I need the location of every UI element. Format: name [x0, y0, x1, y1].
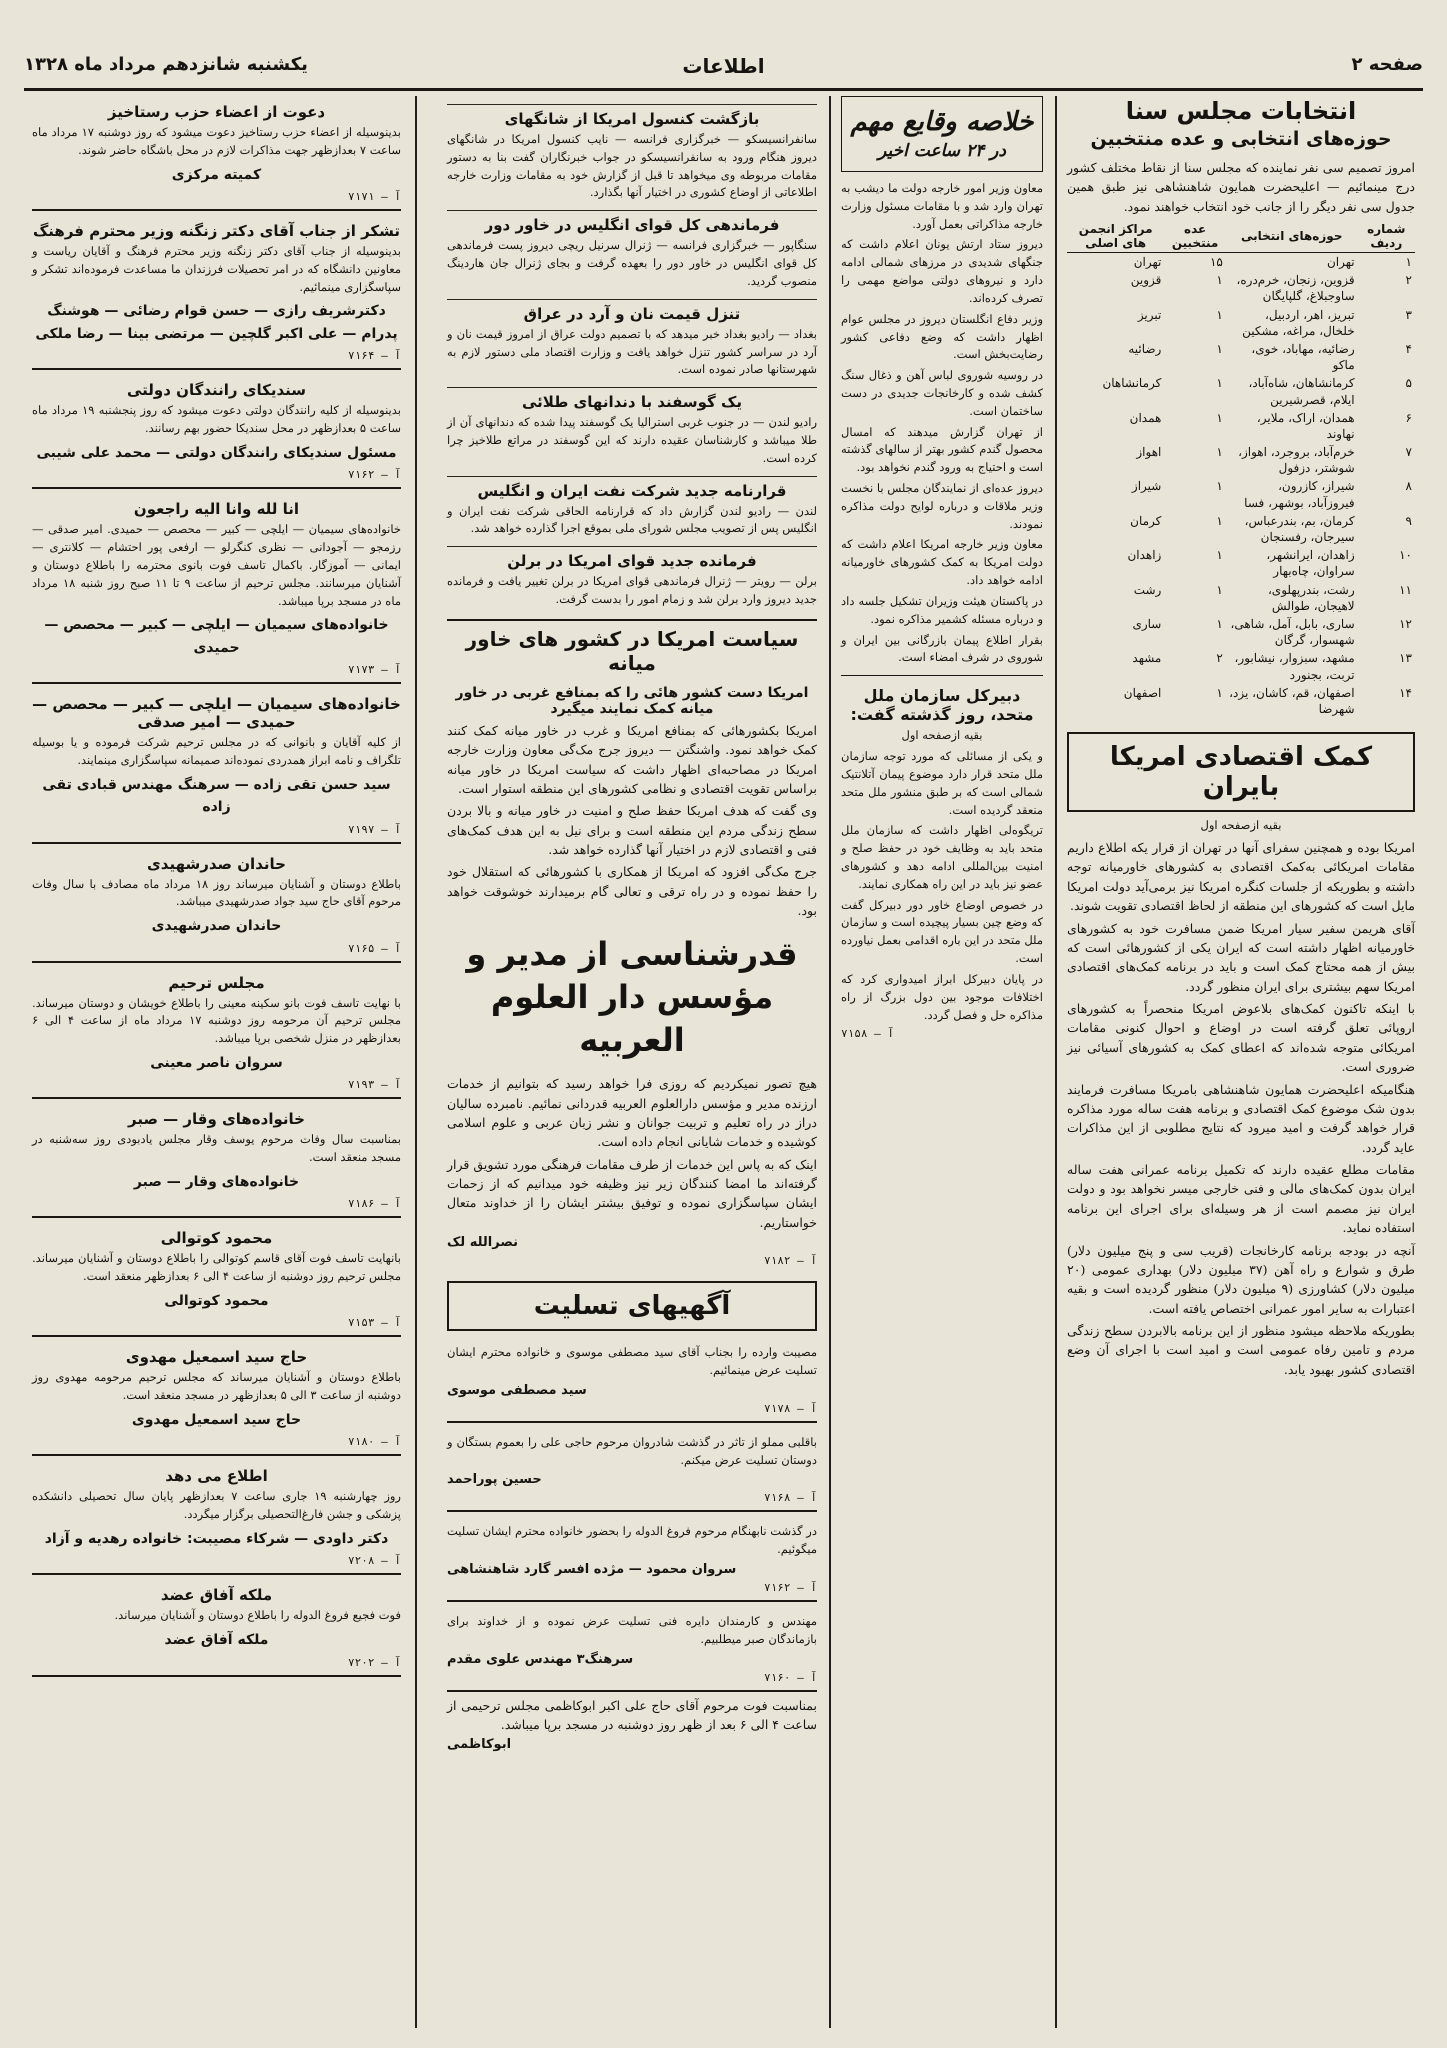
header-constituency: حوزه‌های انتخابی: [1226, 220, 1358, 253]
condolence-code: آ — ۷۱۶۰: [764, 1670, 817, 1684]
notice-code: آ — ۷۲۰۸: [348, 1554, 401, 1568]
header-center: مراکز انجمن های اصلی: [1067, 220, 1164, 253]
table-cell: ۱: [1216, 410, 1223, 425]
news-item: [447, 387, 817, 467]
condolence-notice: [447, 1337, 817, 1423]
summary-body: [841, 180, 1043, 667]
un-paragraph: تریگوه‌لی اظهار داشت که سازمان ملل متحد باید به وظایف خود در حفظ صلح و امنیت بین‌المللی ادامه دهد و کشورهای عضو نیز باید در این راه همکاری نمایند.: [841, 823, 1043, 891]
table-row: [1067, 340, 1415, 374]
table-header-row: [1067, 220, 1415, 253]
notice-title: محمود کوتوالی: [160, 1229, 273, 1248]
table-cell: ۱۳: [1399, 651, 1412, 666]
notice-item: [32, 1579, 401, 1676]
news-headline: قرارنامه جدید شرکت نفت ایران و انگلیس: [447, 476, 817, 500]
notice-body: بدینوسیله از جناب آقای دکتر زنگنه وزیر محترم فرهنگ و آقایان ریاست و معاونین دانشگاه که در امر تحصیلات فرزندان ما مساعدت فرموده‌اند تشکر و سپاسگزاری مینمائیم.: [32, 244, 401, 294]
policy-paragraph: امریکا بکشورهائی که بمنافع امریکا و غرب در خاور میانه کمک کنند کمک خواهد نمود. واشنگتن — دیروز جرج مک‌گی معاون وزارت خارجه امریکا در مصاحبه‌ای اظهار داشت که سیاست امریکا در خاور میانه براساس تقویت اقتصادی و نظامی کشورهای این منطقه استوار است.: [447, 722, 817, 796]
last-notice: بمناسبت فوت مرحوم آقای حاج علی اکبر ابوکاظمی مجلس ترحیمی از ساعت ۴ الی ۶ بعد از ظهر روز دوشنبه در مسجد برپا میباشد.: [447, 1697, 817, 1732]
notice-code: آ — ۷۱۶۵: [348, 941, 401, 955]
aid-paragraph: آقای هریمن سفیر سیار امریکا ضمن مسافرت خود به کشورهای خاورمیانه اظهار داشته است که ایران یکی از کشورهائی است که بیش از همه محتاج کمک است و باید در برنامه کمک‌های اقتصادی امریکا سهم بیشتری برای ایران منظور گردد.: [1067, 920, 1415, 994]
table-cell: تهران: [1326, 255, 1355, 269]
notice-signature: کمیته مرکزی: [171, 166, 262, 183]
table-row: [1067, 477, 1415, 511]
table-cell: ۱: [1216, 273, 1223, 288]
news-body: بغداد — رادیو بغداد خبر میدهد که با تصمیم دولت عراق از امروز قیمت نان و آرد در سراسر کشور تنزل خواهد یافت و وزارت اقتصاد ملی دستور لازم به شهرستانها صادر نموده است.: [447, 326, 817, 377]
news-item: [447, 546, 817, 609]
notice-title: دعوت از اعضاء حزب رستاخیز: [107, 103, 326, 121]
condolence-signature: سید مصطفی موسوی: [447, 1382, 587, 1398]
notice-code: آ — ۷۱۶۴: [348, 349, 401, 363]
table-cell: ساری: [1132, 616, 1162, 631]
aid-paragraph: با اینکه تاکنون کمک‌های بلاعوض امریکا منحصراً به کشورهای اروپائی تعلق گرفته است در اوضاع و احوال کنونی مقامات امریکائی متوجه شده‌اند که اعطای کمک به کشورهای آسیائی نیز ضروری است.: [1067, 1001, 1415, 1075]
table-row: [1067, 271, 1415, 305]
un-title: دبیرکل سازمان ملل متحد، روز گذشته گفت:: [850, 686, 1034, 725]
news-headline: فرمانده جدید قوای امریکا در برلن: [447, 546, 817, 570]
constituency-table: [1067, 220, 1415, 718]
senate-title: انتخابات مجلس سنا: [1125, 97, 1357, 125]
table-cell: ۱: [1216, 582, 1223, 597]
notice-body: باطلاع دوستان و آشنایان میرساند که مجلس ترحیم مرحومه مهدوی روز دوشنبه از ساعت ۳ الی ۵ بعدازظهر در مسجد منعقد است.: [32, 1370, 401, 1403]
notice-code: آ — ۷۱۸۰: [348, 1435, 401, 1449]
table-cell: ۱۵: [1209, 255, 1223, 269]
notice-title: سندیکای رانندگان دولتی: [126, 381, 307, 400]
table-cell: ۱: [1216, 445, 1223, 460]
notice-list: [32, 96, 401, 1677]
notice-code: آ — ۷۱۹۳: [348, 1078, 401, 1092]
table-cell: ۱: [1216, 341, 1223, 356]
table-row: [1067, 546, 1415, 580]
summary-banner: [841, 96, 1043, 172]
senate-intro: امروز تصمیم سی نفر نماینده که مجلس سنا از نقاط مختلف کشور درج مینمائیم — اعلیحضرت همایون شاهنشاهی نیز طبق همین جدول سی نفر دیگر را از جانب خود انتخاب خواهند نمود.: [1067, 159, 1415, 214]
page-number: صفحه ۲: [1351, 54, 1423, 75]
column-divider: [1055, 96, 1057, 2028]
table-cell: ۱: [1216, 685, 1223, 700]
news-headline: تنزل قیمت نان و آرد در عراق: [447, 299, 817, 323]
notice-body: بمناسبت سال وفات مرحوم یوسف وقار مجلس یادبودی روز سه‌شنبه در مسجد منعقد است.: [32, 1132, 401, 1165]
column-world-news: [439, 96, 825, 2028]
condolence-notice: [447, 1606, 817, 1692]
summary-paragraph: دیروز عده‌ای از نمایندگان مجلس با نخست وزیر ملاقات و درباره لوایح دولت مذاکره نمودند.: [841, 481, 1043, 531]
table-row: [1067, 684, 1415, 718]
notice-item: [32, 967, 401, 1100]
aid-title: کمک اقتصادی امریکا بایران: [1067, 732, 1415, 812]
table-cell: کرمان، بم، بندرعباس، سیرجان، رفسنجان: [1244, 513, 1355, 544]
notice-code: آ — ۷۱۷۳: [348, 663, 401, 677]
table-cell: ۸: [1405, 479, 1412, 494]
news-headline: بازگشت کنسول امریکا از شانگهای: [447, 104, 817, 128]
un-paragraph: در پایان دبیرکل ابراز امیدواری کرد که اختلافات موجود بین دول بزرگ از راه مذاکره حل و فصل گردد.: [841, 971, 1043, 1022]
notice-body: فوت فجیع فروغ الدوله را باطلاع دوستان و آشنایان میرساند.: [114, 1608, 401, 1623]
notice-signature: مسئول سندیکای رانندگان دولتی — محمد علی شیبی: [36, 444, 397, 461]
table-cell: مشهد، سبزوار، نیشابور، تربت، بجنورد: [1234, 651, 1355, 682]
table-cell: اصفهان: [1123, 685, 1162, 700]
notice-title: اطلاع می دهد: [165, 1467, 268, 1486]
table-row: [1067, 649, 1415, 683]
condolence-body: در گذشت نابهنگام مرحوم فروغ الدوله را بحضور خانواده محترم ایشان تسلیت میگوئیم.: [447, 1524, 817, 1557]
aid-continuation: بقیه ازصفحه اول: [1200, 818, 1282, 833]
aid-article-body: [1067, 838, 1415, 1379]
table-cell: ۲: [1405, 273, 1412, 288]
notice-body: باطلاع دوستان و آشنایان میرساند روز ۱۸ مرداد ماه مصادف با سال وفات مرحوم آقای حاج سید جواد صدرشهیدی میباشد.: [32, 876, 402, 909]
summary-paragraph: دیروز ستاد ارتش یونان اعلام داشت که جنگهای شدیدی در مرزهای شمالی ادامه دارد و نیروهای دولتی مواضع مهمی را تصرف کرده‌اند.: [841, 237, 1043, 305]
header-count: عده منتخبین: [1164, 220, 1225, 253]
masthead: [24, 44, 1423, 91]
table-cell: رشت: [1133, 582, 1162, 597]
notice-title: انا لله وانا الیه راجعون: [133, 500, 300, 519]
table-cell: شیراز، کازرون، فیروزآباد، بوشهر، فسا: [1244, 479, 1355, 510]
notice-title: خانواده‌های سیمیان — ایلچی — کبیر — محصص — حمیدی — امیر صدقی: [32, 695, 401, 732]
notice-signature: ملکه آفاق عضد: [164, 1632, 269, 1649]
column-news-summary: [833, 96, 1051, 2028]
notice-code: آ — ۷۱۷۱: [348, 190, 401, 204]
column-senate-elections: [1059, 96, 1423, 2028]
table-cell: ۱: [1216, 513, 1223, 528]
table-row: [1067, 581, 1415, 615]
table-cell: ۱: [1216, 616, 1223, 631]
tribute-paragraph: اینک که به پاس این خدمات از طرف مقامات فرهنگی مورد تشویق قرار گرفته‌اند ما امضا کنندگان زیر نیز وظیفه خود میدانیم که از زحمات ایشان سپاسگزاری نموده و توفیق بیشتر ایشان را از خداوند متعال خواستاریم.: [447, 1156, 817, 1230]
tribute-body: [447, 1074, 817, 1232]
summary-paragraph: بقرار اطلاع پیمان بازرگانی بین ایران و شوروی در شرف امضاء است.: [841, 632, 1043, 665]
un-continuation: بقیه ازصفحه اول: [901, 728, 983, 743]
un-body: [841, 748, 1043, 1024]
table-cell: ۱۴: [1399, 685, 1412, 700]
notice-item: [32, 688, 401, 843]
table-row: [1067, 374, 1415, 408]
notice-item: [32, 1341, 401, 1456]
news-item: [447, 476, 817, 539]
table-row: [1067, 409, 1415, 443]
notice-signature: خانواده‌های وقار — صبر: [133, 1173, 300, 1190]
condolence-signature: حسین پوراحمد: [447, 1472, 542, 1488]
summary-paragraph: از تهران گزارش میدهند که امسال محصول گندم کشور بهتر از سالهای گذشته است و احتیاج به ورود گندم نخواهد بود.: [841, 424, 1043, 475]
tribute-code: آ — ۷۱۸۲: [764, 1254, 817, 1268]
table-cell: ۱۱: [1399, 582, 1412, 597]
notice-signature: دکتر داودی — شرکاء مصیبت: خانواده رهدیه و آزاد: [44, 1531, 389, 1548]
table-cell: تهران: [1133, 255, 1162, 269]
table-cell: ۷: [1405, 445, 1412, 460]
notice-item: [32, 215, 401, 370]
notice-body: بانهایت تاسف فوت آقای قاسم کوتوالی را باطلاع دوستان و آشنایان میرساند. مجلس ترحیم روز دوشنبه از ساعت ۴ الی ۶ بعدازظهر منعقد است.: [32, 1251, 401, 1284]
table-cell: ۱۲: [1399, 616, 1412, 631]
notice-code: آ — ۷۱۹۷: [348, 822, 401, 836]
table-cell: تبریز: [1137, 307, 1162, 322]
notice-signature: دکترشریف رازی — حسن قوام رضائی — هوشنگ پدرام — علی اکبر گلچین — مرتضی بینا — رضا ملکی: [35, 303, 398, 342]
notice-signature: خانواده‌های سیمیان — ایلچی — کبیر — محصص — حمیدی: [44, 617, 389, 656]
table-cell: قزوین، زنجان، خرم‌دره، ساوجبلاغ، گلپایگان: [1236, 273, 1355, 304]
condolence-notice: [447, 1427, 817, 1513]
aid-paragraph: هنگامیکه اعلیحضرت همایون شاهنشاهی بامریکا مسافرت فرمایند بدون شک موضوع کمک اقتصادی و برنامه هفت ساله مورد مذاکره قرار خواهد گرفت و امید میرود که نتایج مطلوبی از این مذاکرات عاید گردد.: [1067, 1081, 1415, 1155]
notice-item: [32, 1103, 401, 1218]
policy-paragraph: وی گفت که هدف امریکا حفظ صلح و امنیت در خاور میانه و بالا بردن سطح زندگی مردم این منطقه است و برای نیل به این هدف کمک‌های فنی و اقتصادی لازم در اختیار آنها گذارده خواهد شد.: [447, 803, 817, 858]
un-paragraph: و یکی از مسائلی که مورد توجه سازمان ملل متحد قرار دارد موضوع پیمان آتلانتیک شمالی است که بر طبق منشور ملل متحد منعقد گردیده است.: [841, 749, 1043, 817]
condolence-title: آگهیهای تسلیت: [447, 1281, 817, 1331]
ad-code: آ — ۷۱۵۸: [841, 1027, 894, 1041]
summary-paragraph: در روسیه شوروی لباس آهن و ذغال سنگ کشف شده و کارخانجات جدیدی در دست ساختمان است.: [841, 368, 1043, 418]
aid-paragraph: مقامات مطلع عقیده دارند که تکمیل برنامه عمرانی هفت ساله ایران بدون کمک‌های مالی و فنی خارجی میسر نخواهد بود و دولت ایران نیز مصمم است از هر وسیله‌ای برای اجرای این برنامه استفاده نماید.: [1067, 1162, 1415, 1236]
un-paragraph: در خصوص اوضاع خاور دور دبیرکل گفت که وضع چین بسیار پیچیده است و سازمان ملل متحد در این باره اقدامی بعمل نیاورده است.: [841, 897, 1043, 966]
news-body: رادیو لندن — در جنوب غربی استرالیا یک گوسفند پیدا شده که دندانهای آن از طلا میباشد و کارشناسان عقیده دارند که این گوسفند در مراتع طلاخیز چرا کرده است.: [447, 415, 817, 465]
notice-item: [32, 374, 401, 489]
table-cell: ۱: [1405, 255, 1412, 269]
table-cell: اصفهان، قم، کاشان، یزد، شهرضا: [1229, 685, 1355, 716]
table-cell: رضائیه: [1128, 341, 1162, 356]
table-cell: کرمانشاهان: [1102, 376, 1162, 391]
table-cell: ۱: [1216, 376, 1223, 391]
notice-signature: سید حسن تقی زاده — سرهنگ مهندس قبادی تقی زاده: [42, 776, 391, 816]
aid-paragraph: بطوریکه ملاحظه میشود منظور از این برنامه بالابردن سطح زندگی مردم و تامین رفاه عمومی است و امید است با اجرای آن وضع اقتصادی کشور بهبود یابد.: [1067, 1323, 1415, 1377]
column-notices: [24, 96, 409, 2028]
summary-title: خلاصه وقایع مهم: [850, 107, 1034, 137]
column-divider: [829, 96, 831, 2028]
table-cell: رضائیه، مهاباد، خوی، ماکو: [1251, 341, 1355, 373]
news-body: سنگاپور — خبرگزاری فرانسه — ژنرال سرنیل ریچی دیروز پست فرماندهی کل قوای انگلیس در خاور دور را بعهده گرفت و بجای ژنرال جان هاردینگ منصوب گردید.: [447, 238, 817, 288]
notice-body: از کلیه آقایان و بانوانی که در مجلس ترحیم شرکت فرموده و یا بوسیله تلگراف و نامه ابراز همدردی نموده‌اند صمیمانه سپاسگزاری مینمایند.: [32, 735, 401, 767]
table-row: [1067, 512, 1415, 546]
notice-code: آ — ۷۱۵۳: [348, 1316, 401, 1330]
headline-list: [447, 104, 817, 609]
table-cell: تبریز، اهر، اردبیل، خلخال، مراغه، مشکین: [1242, 307, 1355, 338]
notice-signature: حاندان صدرشهیدی: [151, 918, 282, 935]
table-cell: خرم‌آباد، بروجرد، اهواز، شوشتر، دزفول: [1238, 445, 1355, 476]
notice-title: حاندان صدرشهیدی: [147, 854, 286, 873]
table-cell: همدان، اراک، ملایر، نهاوند: [1256, 410, 1355, 441]
column-divider: [415, 96, 417, 2028]
notice-body: خانواده‌های سیمیان — ایلچی — کبیر — محصص — حمیدی. امیر صدقی — رزمجو — آجودانی — نظری کنگرلو — ارفعی پور احتشام — کلانتری — ایمانی — آموزگار. باکمال تاسف فوت بانوی محترمه را باطلاع دوستان و آشنایان میرسانند. مجلس ترحیم از ساعت ۹ تا ۱۱ صبح روز شنبه ۱۸ مرداد ماه در مسجد برپا میباشد.: [32, 522, 401, 608]
notice-title: ملکه آفاق عضد: [160, 1586, 273, 1605]
condolence-body: باقلبی مملو از تاثر در گذشت شادروان مرحوم حاجی علی را بعموم بستگان و دوستان تسلیت عرض میکنم.: [447, 1434, 817, 1467]
notice-item: [32, 1460, 401, 1575]
table-cell: کرمان: [1130, 513, 1162, 528]
notice-body: با نهایت تاسف فوت بانو سکینه معینی را باطلاع خویشان و دوستان میرساند. مجلس ترحیم آن مرحومه روز دوشنبه ۱۷ مرداد ماه از ساعت ۴ الی ۶ بعدازظهر در منزل شخصی برپا میباشد.: [32, 995, 401, 1046]
table-row: [1067, 615, 1415, 649]
policy-subtitle: امریکا دست کشور هائی را که بمنافع غربی در خاور میانه کمک نمایند میگیرد: [455, 684, 809, 717]
notice-body: روز چهارشنبه ۱۹ جاری ساعت ۷ بعدازظهر پایان سال تحصیلی دانشکده پزشکی و جشن فارغ‌التحصیلی برگزار میگردد.: [32, 1489, 401, 1522]
table-cell: ساری، بابل، آمل، شاهی، شهسوار، گرگان: [1230, 616, 1355, 648]
senate-subtitle: حوزه‌های انتخابی و عده منتخبین: [1090, 128, 1392, 151]
aid-paragraph: امریکا بوده و همچنین سفرای آنها در تهران از قرار یکه اطلاع داریم مقامات امریکائی به‌کمک اقتصادی به کشورهای خاورمیانه توجه داشته و بطوریکه از جلسات کنگره امریکا نیز برمی‌آید دولت امریکا مایل است که کشورهای این منطقه از لحاظ اقتصادی تقویت شوند.: [1067, 840, 1415, 914]
notice-signature: سروان ناصر معینی: [150, 1054, 283, 1071]
summary-paragraph: وزیر دفاع انگلستان دیروز در مجلس عوام اظهار داشت که وضع دفاعی کشور رضایت‌بخش است.: [841, 311, 1043, 362]
table-cell: ۱: [1216, 307, 1223, 322]
news-body: لندن — رادیو لندن گزارش داد که قرارنامه الحاقی شرکت نفت ایران و انگلیس پس از تصویب مجلس شورای ملی بموقع اجرا گذارده خواهد شد.: [447, 503, 817, 536]
notice-item: [32, 493, 401, 684]
table-row: [1067, 306, 1415, 340]
condolence-body: مهندس و کارمندان دایره فنی تسلیت عرض نموده و از خداوند برای بازماندگان صبر میطلبیم.: [447, 1614, 817, 1646]
table-cell: اهواز: [1136, 445, 1162, 460]
notice-signature: محمود کوتوالی: [164, 1292, 269, 1309]
paper-name: اطلاعات: [682, 54, 765, 78]
table-cell: ۹: [1405, 513, 1412, 528]
table-cell: کرمانشاهان، شاه‌آباد، ایلام، قصرشیرین: [1248, 376, 1355, 407]
policy-body: [447, 721, 817, 921]
table-cell: شیراز: [1131, 479, 1162, 494]
header-row-no: شماره ردیف: [1358, 220, 1415, 253]
news-body: سانفرانسیسکو — خبرگزاری فرانسه — نایب کنسول امریکا در شانگهای دیروز هنگام ورود به سانفرانسیسکو در جواب خبرنگاران گفت بنا به دستور مقامات مربوطه وی میخواهد تا قبل از گزارش خود به مقامات وزارت خارجه اطلاعاتی از اوضاع کشوری در اختیار آنها بگذارد.: [447, 132, 817, 200]
notice-title: خانواده‌های وقار — صبر: [128, 1110, 305, 1129]
notice-title: مجلس ترحیم: [168, 973, 265, 992]
table-cell: مشهد: [1132, 651, 1162, 666]
tribute-title: قدرشناسی از مدیر و مؤسس دار العلوم العربیه: [466, 934, 798, 1059]
news-headline: یک گوسفند با دندانهای طلائی: [447, 387, 817, 411]
condolence-list: [447, 1337, 817, 1692]
aid-paragraph: آنچه در بودجه برنامه کارخانجات (قریب سی و پنج میلیون دلار) طرق و شوارع و راه آهن (۳۷ میلیون دلار) بهداری عمومی (۲۰ میلیون دلار) کشاورزی (۹ میلیون دلار) منظور گردیده است و بقیه اعتبارات به سایر امور عمرانی اختصاص یافته است.: [1067, 1242, 1415, 1316]
table-row: [1067, 253, 1415, 272]
notice-body: بدینوسیله از اعضاء حزب رستاخیز دعوت میشود که روز دوشنبه ۱۷ مرداد ماه ساعت ۷ بعدازظهر جهت مذاکرات لازم در محل باشگاه حاضر شوند.: [32, 125, 401, 157]
condolence-notice: [447, 1516, 817, 1602]
divider-line: [841, 675, 1043, 676]
policy-paragraph: جرج مک‌گی افزود که امریکا از همکاری با کشورهائی که استقلال خود را حفظ نموده و در راه ترقی و تعالی گام برمیدارند خوشوقت خواهد بود.: [447, 864, 817, 919]
table-cell: ۶: [1405, 410, 1412, 425]
notice-title: حاج سید اسمعیل مهدوی: [125, 1348, 308, 1367]
condolence-code: آ — ۷۱۶۲: [764, 1581, 817, 1594]
table-cell: رشت، بندرپهلوی، لاهیجان، طوالش: [1267, 582, 1355, 613]
notice-signature: حاج سید اسمعیل مهدوی: [131, 1412, 302, 1428]
last-notice-signature: ابوکاظمی: [447, 1737, 512, 1753]
table-cell: ۲: [1216, 651, 1223, 666]
notice-item: [32, 1222, 401, 1337]
table-row: [1067, 443, 1415, 477]
tribute-signature: نصرالله لک: [447, 1235, 519, 1251]
table-cell: قزوین: [1130, 273, 1162, 288]
condolence-signature: سرهنگ۳ مهندس علوی مقدم: [447, 1651, 634, 1667]
table-cell: زاهدان: [1127, 548, 1162, 563]
news-body: برلن — رویتر — ژنرال فرماندهی قوای امریکا در برلن تغییر یافت و فرمانده جدید دیروز وارد برلن شد و زمام امور را بدست گرفت.: [447, 574, 817, 606]
notice-body: بدینوسیله از کلیه رانندگان دولتی دعوت میشود که روز پنجشنبه ۱۹ مرداد ماه ساعت ۵ بعدازظهر در محل سندیکا حضور بهم رسانند.: [32, 403, 401, 436]
table-cell: ۳: [1405, 307, 1412, 322]
table-cell: ۴: [1405, 341, 1412, 356]
condolence-signature: سروان محمود — مژده افسر گارد شاهنشاهی: [447, 1562, 737, 1577]
summary-paragraph: معاون وزیر خارجه امریکا اعلام داشت که دولت امریکا به کمک کشورهای خاورمیانه ادامه خواهد داد.: [841, 537, 1043, 588]
table-cell: زاهدان، ایرانشهر، سراوان، چاه‌بهار: [1266, 548, 1355, 579]
notice-code: آ — ۷۱۸۶: [348, 1197, 401, 1211]
summary-subtitle: در ۲۴ ساعت اخیر: [878, 141, 1006, 162]
notice-title: تشکر از جناب آقای دکتر زنگنه وزیر محترم فرهنگ: [32, 222, 401, 241]
table-cell: ۱۰: [1399, 548, 1412, 563]
notice-item: [32, 96, 401, 211]
news-item: [447, 210, 817, 290]
summary-paragraph: معاون وزیر امور خارجه دولت ما دیشب به تهران وارد شد و با مقامات مسئول وزارت خارجه مذاکراتی بعمل آورد.: [841, 181, 1043, 231]
policy-title: سیاست امریکا در کشور های خاور میانه: [447, 619, 817, 675]
condolence-code: آ — ۷۱۶۸: [764, 1491, 817, 1505]
notice-code: آ — ۷۲۰۲: [348, 1655, 401, 1669]
table-cell: ۱: [1216, 479, 1223, 494]
table-cell: همدان: [1129, 410, 1162, 425]
condolence-body: مصیبت وارده را بجناب آقای سید مصطفی موسوی و خانواده محترم ایشان تسلیت عرض مینمائیم.: [447, 1345, 817, 1377]
news-headline: فرماندهی کل قوای انگلیس در خاور دور: [447, 210, 817, 234]
tribute-paragraph: هیچ تصور نمیکردیم که روزی فرا خواهد رسید که بتوانیم از خدمات ارزنده مدیر و مؤسس دارالعلوم العربیه قدردانی نمائیم. نامبرده سالیان دراز در راه تعلیم و تربیت جوانان و نشر زبان عربی و علوم اسلامی کوشیده و خدمات شایانی انجام داده است.: [447, 1076, 817, 1150]
news-item: [447, 104, 817, 202]
table-cell: ۵: [1405, 376, 1412, 391]
news-item: [447, 299, 817, 379]
summary-paragraph: در پاکستان هیئت وزیران تشکیل جلسه داد و درباره مسئله کشمیر مذاکره نمود.: [841, 593, 1043, 626]
table-cell: ۱: [1216, 548, 1223, 563]
notice-code: آ — ۷۱۶۲: [348, 468, 401, 482]
issue-date: یکشنبه شانزدهم مرداد ماه ۱۳۲۸: [24, 54, 308, 75]
condolence-code: آ — ۷۱۷۸: [764, 1401, 817, 1415]
notice-item: [32, 848, 401, 963]
